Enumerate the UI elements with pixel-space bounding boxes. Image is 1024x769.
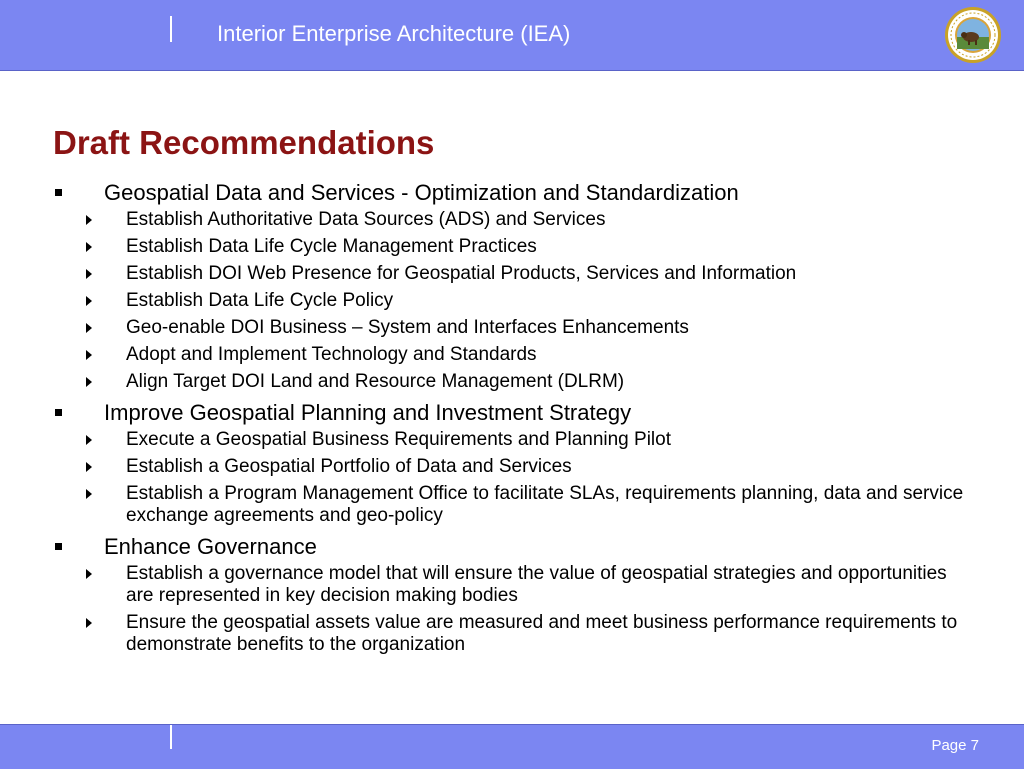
list-item-text: Establish Data Life Cycle Management Practices (126, 236, 537, 257)
triangle-bullet-icon (86, 242, 92, 252)
triangle-bullet-icon (86, 350, 92, 360)
list-item (0, 483, 966, 527)
section-heading-text: Geospatial Data and Services - Optimization and Standardization (104, 180, 739, 205)
triangle-bullet-icon (86, 323, 92, 333)
triangle-bullet-icon (86, 618, 92, 628)
list-item-text: Establish a Geospatial Portfolio of Data and Services (126, 456, 572, 477)
square-bullet-icon (55, 189, 62, 196)
page-number: Page 7 (931, 737, 979, 754)
triangle-bullet-icon (86, 215, 92, 225)
list-item (0, 371, 966, 393)
square-bullet-icon (55, 409, 62, 416)
list-item-text: Establish a governance model that will ensure the value of geospatial strategies and opportunities are represented in key decision making bodies (126, 563, 947, 606)
triangle-bullet-icon (86, 269, 92, 279)
list-item-text: Establish a Program Management Office to facilitate SLAs, requirements planning, data and service exchange agreements and geo-policy (126, 483, 964, 526)
slide-title: Draft Recommendations (53, 124, 435, 161)
list-item (0, 236, 966, 258)
list-item (0, 456, 966, 478)
list-item (0, 317, 966, 339)
section-heading (0, 398, 1024, 427)
section-heading (0, 532, 1024, 561)
footer-divider (170, 725, 172, 749)
list-item-text: Execute a Geospatial Business Requirements and Planning Pilot (126, 429, 671, 450)
list-item (0, 563, 966, 607)
triangle-bullet-icon (86, 377, 92, 387)
list-item-text: Ensure the geospatial assets value are measured and meet business performance requirements to demonstrate benefits to the organization (126, 612, 958, 655)
list-item (0, 344, 966, 366)
square-bullet-icon (55, 543, 62, 550)
list-item-text: Adopt and Implement Technology and Standards (126, 344, 537, 365)
triangle-bullet-icon (86, 462, 92, 472)
triangle-bullet-icon (86, 296, 92, 306)
list-item-text: Establish Authoritative Data Sources (ADS) and Services (126, 209, 606, 230)
header-title: Interior Enterprise Architecture (IEA) (217, 21, 571, 46)
list-item-text: Align Target DOI Land and Resource Management (DLRM) (126, 371, 625, 392)
list-item (0, 612, 966, 656)
list-item-text: Establish Data Life Cycle Policy (126, 290, 394, 311)
list-item (0, 290, 966, 312)
header-divider (170, 16, 172, 42)
list-item (0, 263, 966, 285)
list-item (0, 429, 966, 451)
section-heading-text: Enhance Governance (104, 534, 317, 559)
triangle-bullet-icon (86, 435, 92, 445)
section-heading-text: Improve Geospatial Planning and Investment Strategy (104, 400, 632, 425)
triangle-bullet-icon (86, 489, 92, 499)
footer-bar (0, 724, 1024, 769)
list-item (0, 209, 966, 231)
content-area (0, 178, 1024, 661)
triangle-bullet-icon (86, 569, 92, 579)
doi-seal-icon (944, 6, 1002, 64)
list-item-text: Geo-enable DOI Business – System and Interfaces Enhancements (126, 317, 689, 338)
header-bar (0, 0, 1024, 71)
section-heading (0, 178, 1024, 207)
list-item-text: Establish DOI Web Presence for Geospatial Products, Services and Information (126, 263, 797, 284)
